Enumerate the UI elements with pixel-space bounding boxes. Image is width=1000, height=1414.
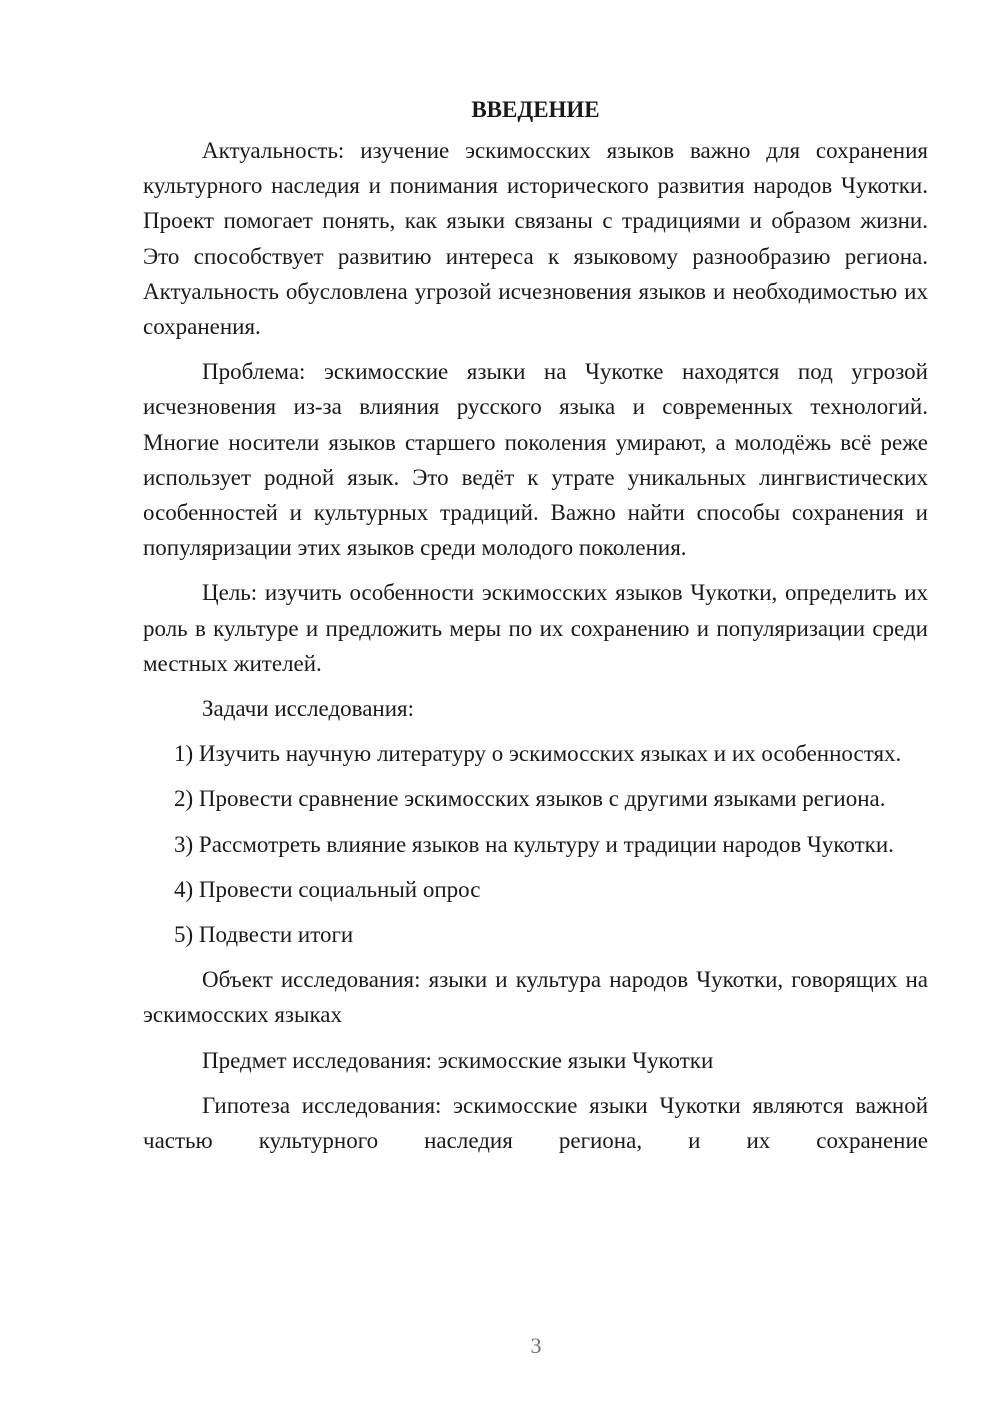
document-body (143, 92, 928, 1158)
goal-paragraph: Цель: изучить особенности эскимосских языков Чукотки, определить их роль в культуре и предложить меры по их сохранению и популяризации среди местных жителей. (143, 580, 928, 676)
hypothesis-paragraph: Гипотеза исследования: эскимосские языки Чукотки являются важной частью культурного наследия региона, и их сохранение (143, 1092, 928, 1154)
page-number: 3 (530, 1333, 542, 1358)
object-paragraph: Объект исследования: языки и культура народов Чукотки, говорящих на эскимосских языках (143, 967, 928, 1028)
task-item-3: 3) Рассмотреть влияние языков на культуру и традиции народов Чукотки. (174, 831, 894, 857)
problem-paragraph: Проблема: эскимосские языки на Чукотке находятся под угрозой исчезновения из-за влияния русского языка и современных технологий. Многие носители языков старшего поколения умирают, а молодёжь всё реже использует родной язык. Это ведёт к утрате уникальных лингвистических особенностей и культурных традиций. Важно найти способы сохранения и популяризации этих языков среди молодого поколения. (143, 359, 928, 561)
task-item-1: 1) Изучить научную литературу о эскимосских языках и их особенностях. (174, 741, 902, 767)
task-item-5: 5) Подвести итоги (174, 922, 354, 948)
relevance-paragraph: Актуальность: изучение эскимосских языков важно для сохранения культурного наследия и понимания исторического развития народов Чукотки. Проект помогает понять, как языки связаны с традициями и образом жизни. Это способствует развитию интереса к языковому разнообразию региона. Актуальность обусловлена угрозой исчезновения языков и необходимостью их сохранения. (143, 138, 928, 340)
task-item-2: 2) Провести сравнение эскимосских языков с другими языками региона. (174, 786, 886, 812)
task-item-4: 4) Провести социальный опрос (174, 876, 481, 902)
subject-paragraph: Предмет исследования: эскимосские языки Чукотки (202, 1047, 714, 1073)
section-title: ВВЕДЕНИЕ (471, 97, 600, 122)
tasks-heading: Задачи исследования: (202, 696, 415, 722)
